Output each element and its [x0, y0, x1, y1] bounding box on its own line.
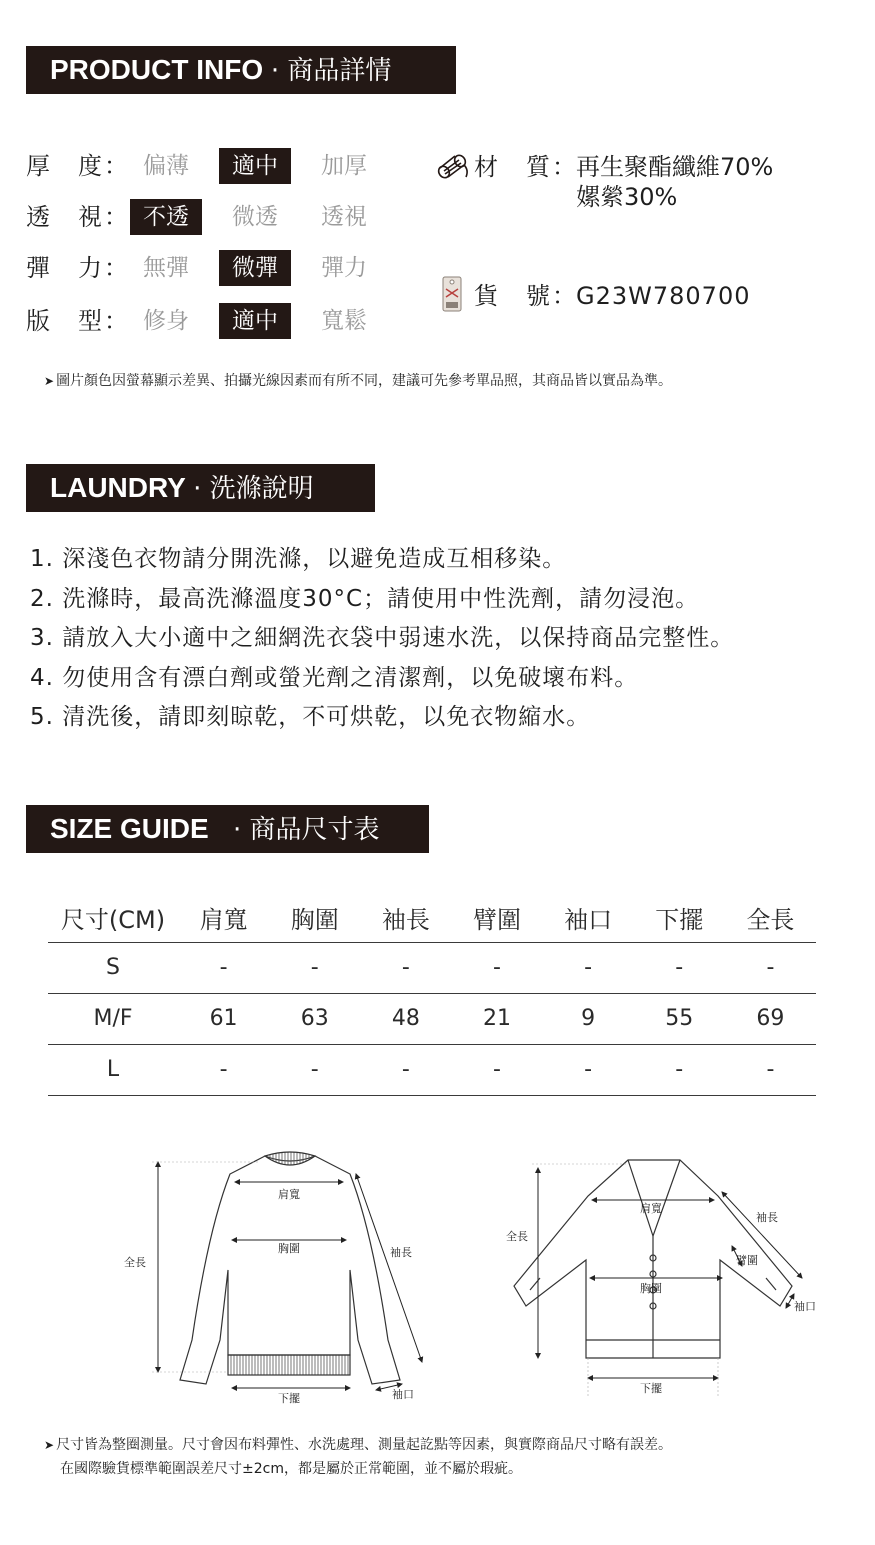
size-note-line: 在國際驗貨標準範圍誤差尺寸±2cm，都是屬於正常範圍，並不屬於瑕疵。 [60, 1461, 522, 1477]
list-item: 2. 洗滌時，最高洗滌溫度30°C；請使用中性洗劑，請勿浸泡。 [30, 585, 700, 612]
table-cell: 9 [543, 993, 634, 1044]
cardigan-arm-label: 臂圍 [736, 1254, 758, 1267]
sweater-sleeve-label: 袖長 [390, 1246, 412, 1259]
table-cell: - [634, 942, 725, 993]
table-cell: 61 [178, 993, 269, 1044]
sweater-length-label: 全長 [124, 1256, 146, 1269]
laundry-header [26, 464, 375, 512]
sweater-hem-label: 下擺 [278, 1392, 300, 1405]
attr-label: 透 視： [26, 203, 130, 231]
attr-option: 微透 [232, 204, 278, 230]
sweater-measurement-diagram [110, 1140, 440, 1410]
item-code-value: G23W780700 [576, 282, 751, 310]
attr-option: 無彈 [143, 255, 189, 281]
attr-option: 加厚 [321, 153, 367, 179]
table-cell: - [451, 942, 542, 993]
table-cell: - [543, 942, 634, 993]
table-header-cell: 肩寬 [178, 893, 269, 942]
cardigan-length-label: 全長 [506, 1230, 528, 1243]
material-line: 再生聚酯纖維70% [576, 153, 774, 181]
table-cell: - [178, 942, 269, 993]
table-header-cell: 袖長 [360, 893, 451, 942]
table-cell: 48 [360, 993, 451, 1044]
table-cell: - [360, 1044, 451, 1095]
table-cell: - [543, 1044, 634, 1095]
attr-label: 彈 力： [26, 254, 130, 282]
table-cell: - [178, 1044, 269, 1095]
section-title-en: PRODUCT INFO [50, 54, 264, 85]
table-cell: - [269, 1044, 360, 1095]
section-title-zh: 商品尺寸表 [249, 815, 380, 845]
table-row [48, 993, 816, 1044]
material-line: 嫘縈30% [576, 183, 678, 211]
size-guide-header [26, 805, 429, 853]
attr-row-fit [26, 301, 406, 341]
material-block [436, 152, 856, 222]
attr-option: 修身 [143, 308, 189, 334]
attr-label: 厚 度： [26, 152, 130, 180]
item-code-block [436, 281, 856, 321]
table-header-cell: 全長 [725, 893, 816, 942]
size-note-line: 尺寸皆為整圈測量。尺寸會因布料彈性、水洗處理、測量起訖點等因素，與實際商品尺寸略有誤差。 [56, 1437, 673, 1453]
section-title-en: SIZE GUIDE [50, 813, 209, 844]
attr-option-selected: 不透 [130, 199, 202, 235]
table-header-cell: 臂圍 [451, 893, 542, 942]
size-note [44, 1435, 672, 1479]
list-item: 5. 清洗後，請即刻晾乾，不可烘乾，以免衣物縮水。 [30, 704, 591, 730]
table-cell: - [725, 942, 816, 993]
table-row [48, 942, 816, 993]
table-cell: 21 [451, 993, 542, 1044]
laundry-list [30, 540, 870, 738]
section-title-en: LAUNDRY [50, 472, 186, 503]
section-separator: · [233, 815, 242, 845]
cardigan-cuff-label: 袖口 [794, 1300, 816, 1313]
list-item: 3. 請放入大小適中之細網洗衣袋中弱速水洗，以保持商品完整性。 [30, 625, 735, 651]
attr-option-selected: 微彈 [219, 250, 291, 286]
table-cell: M/F [48, 993, 178, 1044]
material-value [576, 152, 875, 212]
table-header-cell: 胸圍 [269, 893, 360, 942]
arrow-right-icon: ➤ [44, 1438, 55, 1452]
table-header-cell: 下擺 [634, 893, 725, 942]
cardigan-shoulder-label: 肩寬 [640, 1202, 662, 1215]
sweater-chest-label: 胸圍 [278, 1242, 300, 1255]
attr-row-thickness [26, 146, 406, 186]
table-cell: - [451, 1044, 542, 1095]
sweater-shoulder-label: 肩寬 [278, 1188, 300, 1201]
table-row [48, 1044, 816, 1095]
arrow-right-icon: ➤ [44, 374, 55, 388]
table-cell: 55 [634, 993, 725, 1044]
table-header-cell: 尺寸(CM) [48, 893, 178, 942]
size-table [48, 893, 816, 1096]
section-separator: · [270, 56, 280, 86]
table-cell: - [269, 942, 360, 993]
table-cell: L [48, 1044, 178, 1095]
product-info-header [26, 46, 456, 94]
table-header-row [48, 893, 816, 942]
thread-spool-icon [436, 152, 470, 182]
attr-row-opacity [26, 197, 406, 237]
attr-option: 彈力 [321, 255, 367, 281]
attr-option: 偏薄 [143, 153, 189, 179]
section-title-zh: 洗滌說明 [209, 474, 314, 504]
color-note [44, 371, 672, 391]
table-cell: - [725, 1044, 816, 1095]
table-cell: S [48, 942, 178, 993]
cardigan-measurement-diagram [500, 1140, 830, 1410]
tag-icon [440, 275, 466, 315]
attr-row-stretch [26, 248, 406, 288]
item-code-label: 貨 號： [474, 282, 578, 310]
table-header-cell: 袖口 [543, 893, 634, 942]
table-cell: 63 [269, 993, 360, 1044]
cardigan-chest-label: 胸圍 [640, 1282, 662, 1295]
attr-label: 版 型： [26, 307, 130, 335]
table-cell: - [360, 942, 451, 993]
sweater-cuff-label: 袖口 [392, 1388, 414, 1401]
color-note-text: 圖片顏色因螢幕顯示差異、拍攝光線因素而有所不同，建議可先參考單品照，其商品皆以實品為準。 [56, 373, 673, 389]
attr-option: 透視 [321, 204, 367, 230]
table-cell: - [634, 1044, 725, 1095]
sweater-outline [180, 1152, 400, 1384]
list-item: 4. 勿使用含有漂白劑或螢光劑之清潔劑，以免破壞布料。 [30, 664, 639, 691]
attr-option: 寬鬆 [321, 308, 367, 334]
section-title-zh: 商品詳情 [287, 56, 392, 86]
attr-option-selected: 適中 [219, 303, 291, 339]
cardigan-sleeve-label: 袖長 [756, 1211, 778, 1224]
list-item: 1. 深淺色衣物請分開洗滌，以避免造成互相移染。 [30, 546, 567, 572]
cardigan-hem-label: 下擺 [640, 1382, 662, 1395]
table-cell: 69 [725, 993, 816, 1044]
attr-option-selected: 適中 [219, 148, 291, 184]
section-separator: · [193, 474, 202, 504]
material-label: 材 質： [474, 153, 578, 181]
